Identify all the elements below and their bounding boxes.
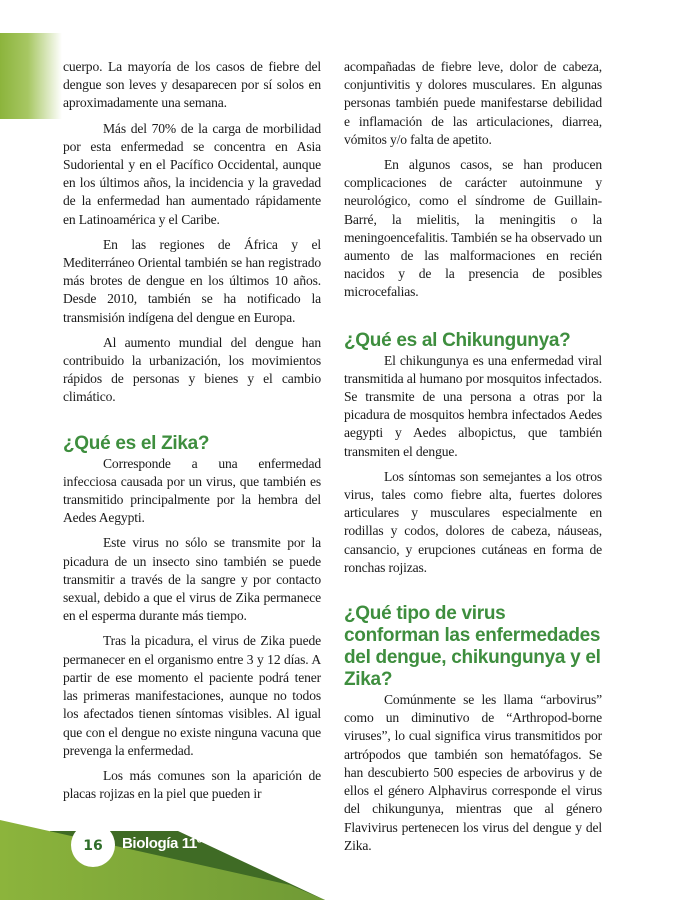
paragraph: Al aumento mundial del dengue han contribuido la urbanización, los movimientos rápidos de personas y bienes y el cambio climático. — [63, 334, 321, 405]
paragraph: Comúnmente se les llama “arbovirus” como un diminutivo de “Arthropod-borne viruses”, lo cual significa virus transmitidos por artrópodos que también son hematófagos. Se han descubierto 500 especies de arbovirus y de ellos el género Alphavirus corresponde el virus del chikungunya, mientras que al género Flavivirus pertenecen los virus del dengue y del Zika. — [344, 692, 602, 853]
heading-zika: ¿Qué es el Zika? — [63, 432, 210, 454]
paragraph: Los síntomas son semejantes a los otros virus, tales como fiebre alta, fuertes dolores articulares y musculares especialmente en rodillas y codos, dolores de cabeza, náuseas, cansancio, y erupciones cutáneas en forma de ronchas rojizas. — [344, 468, 602, 575]
left-column — [63, 58, 321, 810]
paragraph: Los más comunes son la aparición de placas rojizas en la piel que pueden ir — [63, 767, 321, 802]
heading-chikungunya: ¿Qué es al Chikungunya? — [344, 329, 571, 351]
corner-decoration — [0, 33, 62, 119]
paragraph: acompañadas de fiebre leve, dolor de cabeza, conjuntivitis y dolores musculares. En algunas personas también puede manifestarse debilidad e inflamación de las articulaciones, diarrea, vómitos y/o falta de apetito. — [344, 59, 602, 147]
page-number: 16 — [83, 838, 103, 854]
heading-virus-types: ¿Qué tipo de virus conforman las enfermedades del dengue, chikungunya y el Zika? — [344, 603, 601, 691]
paragraph: Este virus no sólo se transmite por la picadura de un insecto sino también se puede transmitir a través de la sangre y por contacto sexual, debido a que el virus de Zika permanece en el esperma durante más tiempo. — [63, 535, 321, 624]
right-column — [344, 58, 602, 862]
paragraph: El chikungunya es una enfermedad viral transmitida al humano por mosquitos infectados. Se transmite de una persona a otras por la picadura de mosquitos hembra infectados Aedes aegypti y Aedes albopictus, que también transmiten el dengue. — [344, 352, 602, 459]
book-title: Biología 11º — [122, 835, 202, 852]
paragraph: Más del 70% de la carga de morbilidad por esta enfermedad se concentra en Asia Sudoriental y en el Pacífico Occidental, aunque en los últimos años, la incidencia y la gravedad de la enfermedad han aumentado rápidamente en Latinoamérica y el Caribe. — [63, 120, 321, 227]
paragraph: Corresponde a una enfermedad infecciosa causada por un virus, que también es transmitido principalmente por la hembra del Aedes Aegypti. — [63, 455, 321, 526]
paragraph: Tras la picadura, el virus de Zika puede permanecer en el organismo entre 3 y 12 días. A partir de ese momento el paciente podrá tener las primeras manifestaciones, aunque no todos los afectados tienen síntomas visibles. Al igual que con el dengue no existe ninguna vacuna que prevenga la enfermedad. — [63, 633, 321, 758]
paragraph: En las regiones de África y el Mediterráneo Oriental también se han registrado más brotes de dengue en los últimos 10 años. Desde 2010, también se ha notificado la transmisión indígena del dengue en Europa. — [63, 236, 321, 325]
paragraph: cuerpo. La mayoría de los casos de fiebre del dengue son leves y desaparecen por sí solos en aproximadamente una semana. — [63, 59, 321, 111]
paragraph: En algunos casos, se han producen complicaciones de carácter autoinmune y neurológico, como el síndrome de Guillain-Barré, la mielitis, la meningitis o la meningoencefalitis. También se ha observado un aumento de las malformaciones en recién nacidos y de la presencia de posibles microcefalias. — [344, 157, 602, 300]
